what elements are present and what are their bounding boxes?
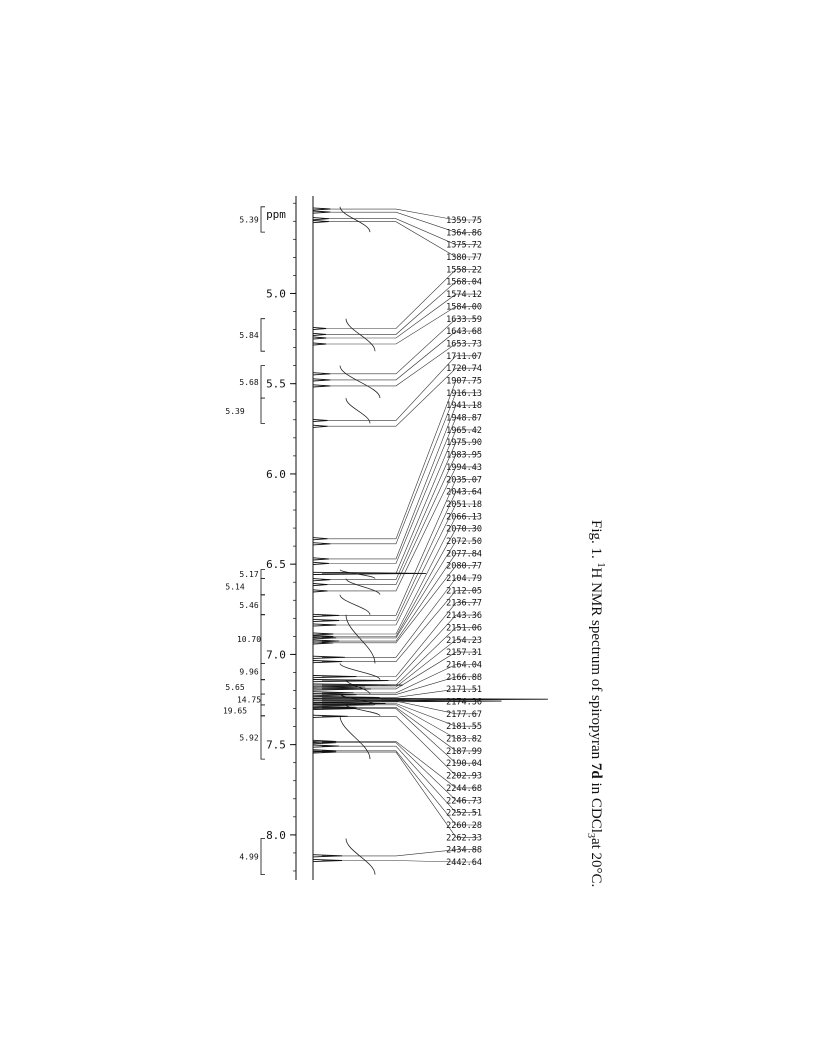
caption-superscript: 1 [595,562,606,568]
integral-value: 5.39 [239,215,259,225]
peak-label: 2181.55 [446,722,482,733]
spectrum-peak [313,590,328,592]
peak-label: 2187.99 [446,746,482,757]
spectrum-peak [313,558,329,560]
axis-unit-label: ppm [266,208,286,221]
peak-label: 1983.95 [446,450,482,461]
axis-tick-label: 7.5 [266,738,286,752]
peak-label: 2202.93 [446,771,482,782]
peak-label: 1916.13 [446,388,482,399]
integral-bracket [261,716,265,759]
peak-label: 2070.30 [446,524,482,535]
integral-value: 9.96 [239,667,259,677]
peak-label: 1907.75 [446,376,482,387]
spectrum-peak [313,538,328,540]
spectrum-peak [313,327,326,329]
spectrum-peak [313,343,326,345]
peak-label: 1558.22 [446,265,482,276]
peak-label: 2190.04 [446,759,482,770]
spectrum-peak [313,584,328,586]
integral-curve [346,398,370,423]
nmr-spectrum-figure [222,190,548,890]
peak-label: 2171.51 [446,685,482,696]
spectrum-peak [313,208,330,210]
integral-bracket [261,663,265,679]
peak-label: 2166.88 [446,672,482,683]
peak-label: 2151.06 [446,623,482,634]
peak-label: 1711.07 [446,351,482,362]
integral-bracket [261,694,265,705]
integral-value-group [223,207,265,875]
integral-curve [346,705,380,716]
peak-label: 1380.77 [446,253,482,263]
integral-curve [346,579,380,595]
integral-value: 10.70 [236,635,262,645]
spectrum-peak [313,579,330,581]
caption-post: at 20°C. [588,837,604,888]
spectrum-peak [313,218,329,220]
axis-tick-label: 8.0 [266,828,286,842]
spectrum-trace-group [313,196,548,880]
integral-value: 5.39 [225,406,245,416]
peak-label: 1364.86 [446,228,482,239]
spectrum-peak [313,425,328,427]
peak-label: 2246.73 [446,796,482,807]
peak-label: 1568.04 [446,277,482,288]
peak-label: 2174.36 [446,697,482,708]
spectrum-peak [313,562,329,564]
peak-label: 2244.68 [446,783,482,794]
integral-curve [346,615,375,664]
peak-label: 1653.73 [446,339,482,350]
peak-label: 2112.05 [446,586,482,597]
figure-caption [585,520,606,887]
ppm-axis [266,196,296,880]
integral-value: 5.84 [239,331,259,340]
integral-value: 5.92 [239,733,259,743]
caption-fig: Fig. 1. [588,520,604,559]
spectrum-peak [313,543,330,545]
integral-curve [340,716,370,759]
peak-label: 2143.36 [446,611,482,622]
peak-label: 1994.43 [446,462,482,473]
integral-value: 4.99 [239,852,259,862]
spectrum-peak [313,333,326,335]
peak-label: 1965.42 [446,425,482,436]
axis-tick-label: 6.5 [266,558,286,572]
integral-curve [346,319,375,352]
peak-label: 1720.74 [446,364,482,375]
peak-label: 2177.67 [446,709,482,720]
peak-label: 2154.23 [446,635,482,646]
integral-curve [340,595,370,615]
peak-label: 2260.28 [446,821,482,831]
caption-pre: H NMR spectrum of spiropyran [588,567,604,760]
peak-label: 2136.77 [446,598,482,609]
peak-label: 2434.88 [446,845,482,856]
caption-subscript: 3 [585,832,596,838]
integral-bracket [261,705,265,716]
peak-label: 1643.68 [446,327,482,338]
integral-bracket [261,839,265,875]
peak-label: 1375.72 [446,240,482,251]
axis-tick-label: 6.0 [266,467,286,481]
integral-curve-group [340,207,380,875]
peak-label: 2442.64 [446,858,482,868]
peak-label: 1948.87 [446,413,482,424]
integral-bracket [261,398,265,423]
peak-label: 2183.82 [446,734,482,745]
peak-label: 2080.77 [446,561,482,572]
integral-value: 5.46 [239,600,259,610]
peak-label: 1975.90 [446,438,482,449]
peak-label: 2072.50 [446,537,482,547]
peak-label: 2157.31 [446,648,482,659]
peak-label-group [446,216,482,868]
spectrum-peak [313,373,330,375]
integral-bracket [261,207,265,232]
peak-label: 2035.07 [446,475,482,486]
spectrum-peak [313,221,329,223]
peak-label: 2262.33 [446,833,482,844]
integral-bracket [261,680,265,694]
peak-label: 2252.51 [446,808,482,819]
peak-label: 2043.64 [446,487,482,498]
axis-tick-label: 5.0 [266,287,286,301]
spectrum-peak [313,385,330,387]
integral-curve [340,207,370,232]
axis-tick-label: 7.0 [266,648,286,662]
integral-bracket [261,570,265,579]
nmr-spectrum-chart [222,190,548,890]
spectrum-peak [313,211,330,213]
peak-label: 2077.84 [446,549,482,560]
spectrum-peak [313,379,330,381]
integral-curve [346,839,375,875]
spectrum-peak [313,337,326,339]
peak-label: 1633.59 [446,314,482,325]
integral-bracket [261,319,265,352]
peak-label: 2051.18 [446,500,482,510]
integral-value: 5.65 [225,682,245,692]
integral-curve [340,366,380,399]
integral-bracket [261,579,265,595]
caption-mid: in CDCl [588,782,604,833]
peak-label: 1574.12 [446,290,482,301]
integral-value: 5.68 [239,377,259,387]
integral-bracket [261,595,265,615]
peak-label: 2104.79 [446,574,482,584]
peak-label: 2066.13 [446,512,482,523]
integral-bracket [261,366,265,399]
peak-label: 2164.04 [446,660,482,671]
spectrum-peak [313,419,328,421]
integral-bracket [261,615,265,664]
peak-label: 1584.00 [446,302,482,313]
integral-value: 5.17 [239,570,259,580]
axis-tick-label: 5.5 [266,377,286,391]
integral-value: 5.14 [225,582,245,592]
peak-leader [322,222,478,257]
integral-value: 19.65 [222,706,248,716]
peak-label: 1359.75 [446,216,482,226]
caption-compound: 7d [588,762,604,779]
peak-label: 1941.18 [446,401,482,412]
integral-value: 14.75 [236,695,262,705]
